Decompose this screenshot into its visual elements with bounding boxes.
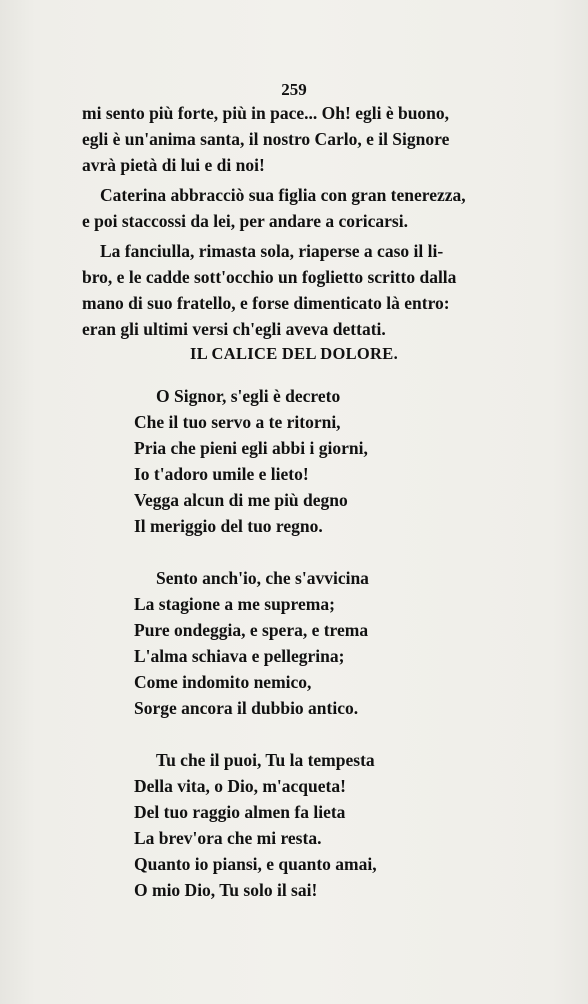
text-line: eran gli ultimi versi ch'egli aveva dettati. [82, 319, 386, 339]
text-line: bro, e le cadde sott'occhio un foglietto scritto dalla [82, 267, 457, 287]
paragraph [82, 238, 480, 342]
paragraph [82, 182, 480, 234]
text-line: Caterina abbracciò sua figlia con gran tenerezza, [100, 185, 466, 205]
verse-line: Sento anch'io, che s'avvicina [156, 568, 369, 588]
text-line: e poi staccossi da lei, per andare a coricarsi. [82, 211, 408, 231]
verse-line: O mio Dio, Tu solo il sai! [134, 880, 318, 900]
verse-line: Vegga alcun di me più degno [134, 490, 348, 510]
verse-line: Della vita, o Dio, m'acqueta! [134, 776, 346, 796]
verse-line: Io t'adoro umile e lieto! [134, 464, 309, 484]
verse-line: Come indomito nemico, [134, 672, 312, 692]
verse-line: L'alma schiava e pellegrina; [134, 646, 345, 666]
verse-line: La stagione a me suprema; [134, 594, 335, 614]
paragraph [82, 100, 480, 178]
poem-title: IL CALICE DEL DOLORE. [189, 344, 399, 363]
verse-line: Pria che pieni egli abbi i giorni, [134, 438, 368, 458]
verse-line: Il meriggio del tuo regno. [134, 516, 323, 536]
stanza [134, 747, 464, 903]
stanza [134, 383, 464, 539]
stanza [134, 565, 464, 721]
text-line: mano di suo fratello, e forse dimenticato là entro: [82, 293, 450, 313]
verse-line: Del tuo raggio almen fa lieta [134, 802, 346, 822]
verse-line: La brev'ora che mi resta. [134, 828, 322, 848]
verse-line: Pure ondeggia, e spera, e trema [134, 620, 369, 640]
verse-line: Sorge ancora il dubbio antico. [134, 698, 359, 718]
text-line: avrà pietà di lui e di noi! [82, 155, 265, 175]
prose-text [82, 100, 480, 346]
poem [134, 383, 464, 929]
verse-line: Quanto io piansi, e quanto amai, [134, 854, 377, 874]
verse-line: Che il tuo servo a te ritorni, [134, 412, 341, 432]
text-line: mi sento più forte, più in pace... Oh! egli è buono, [82, 103, 450, 123]
text-line: egli è un'anima santa, il nostro Carlo, e il Signore [82, 129, 450, 149]
text-line: La fanciulla, rimasta sola, riaperse a caso il li- [100, 241, 444, 261]
page-number: 259 [281, 80, 307, 99]
verse-line: O Signor, s'egli è decreto [156, 386, 341, 406]
verse-line: Tu che il puoi, Tu la tempesta [156, 750, 375, 770]
